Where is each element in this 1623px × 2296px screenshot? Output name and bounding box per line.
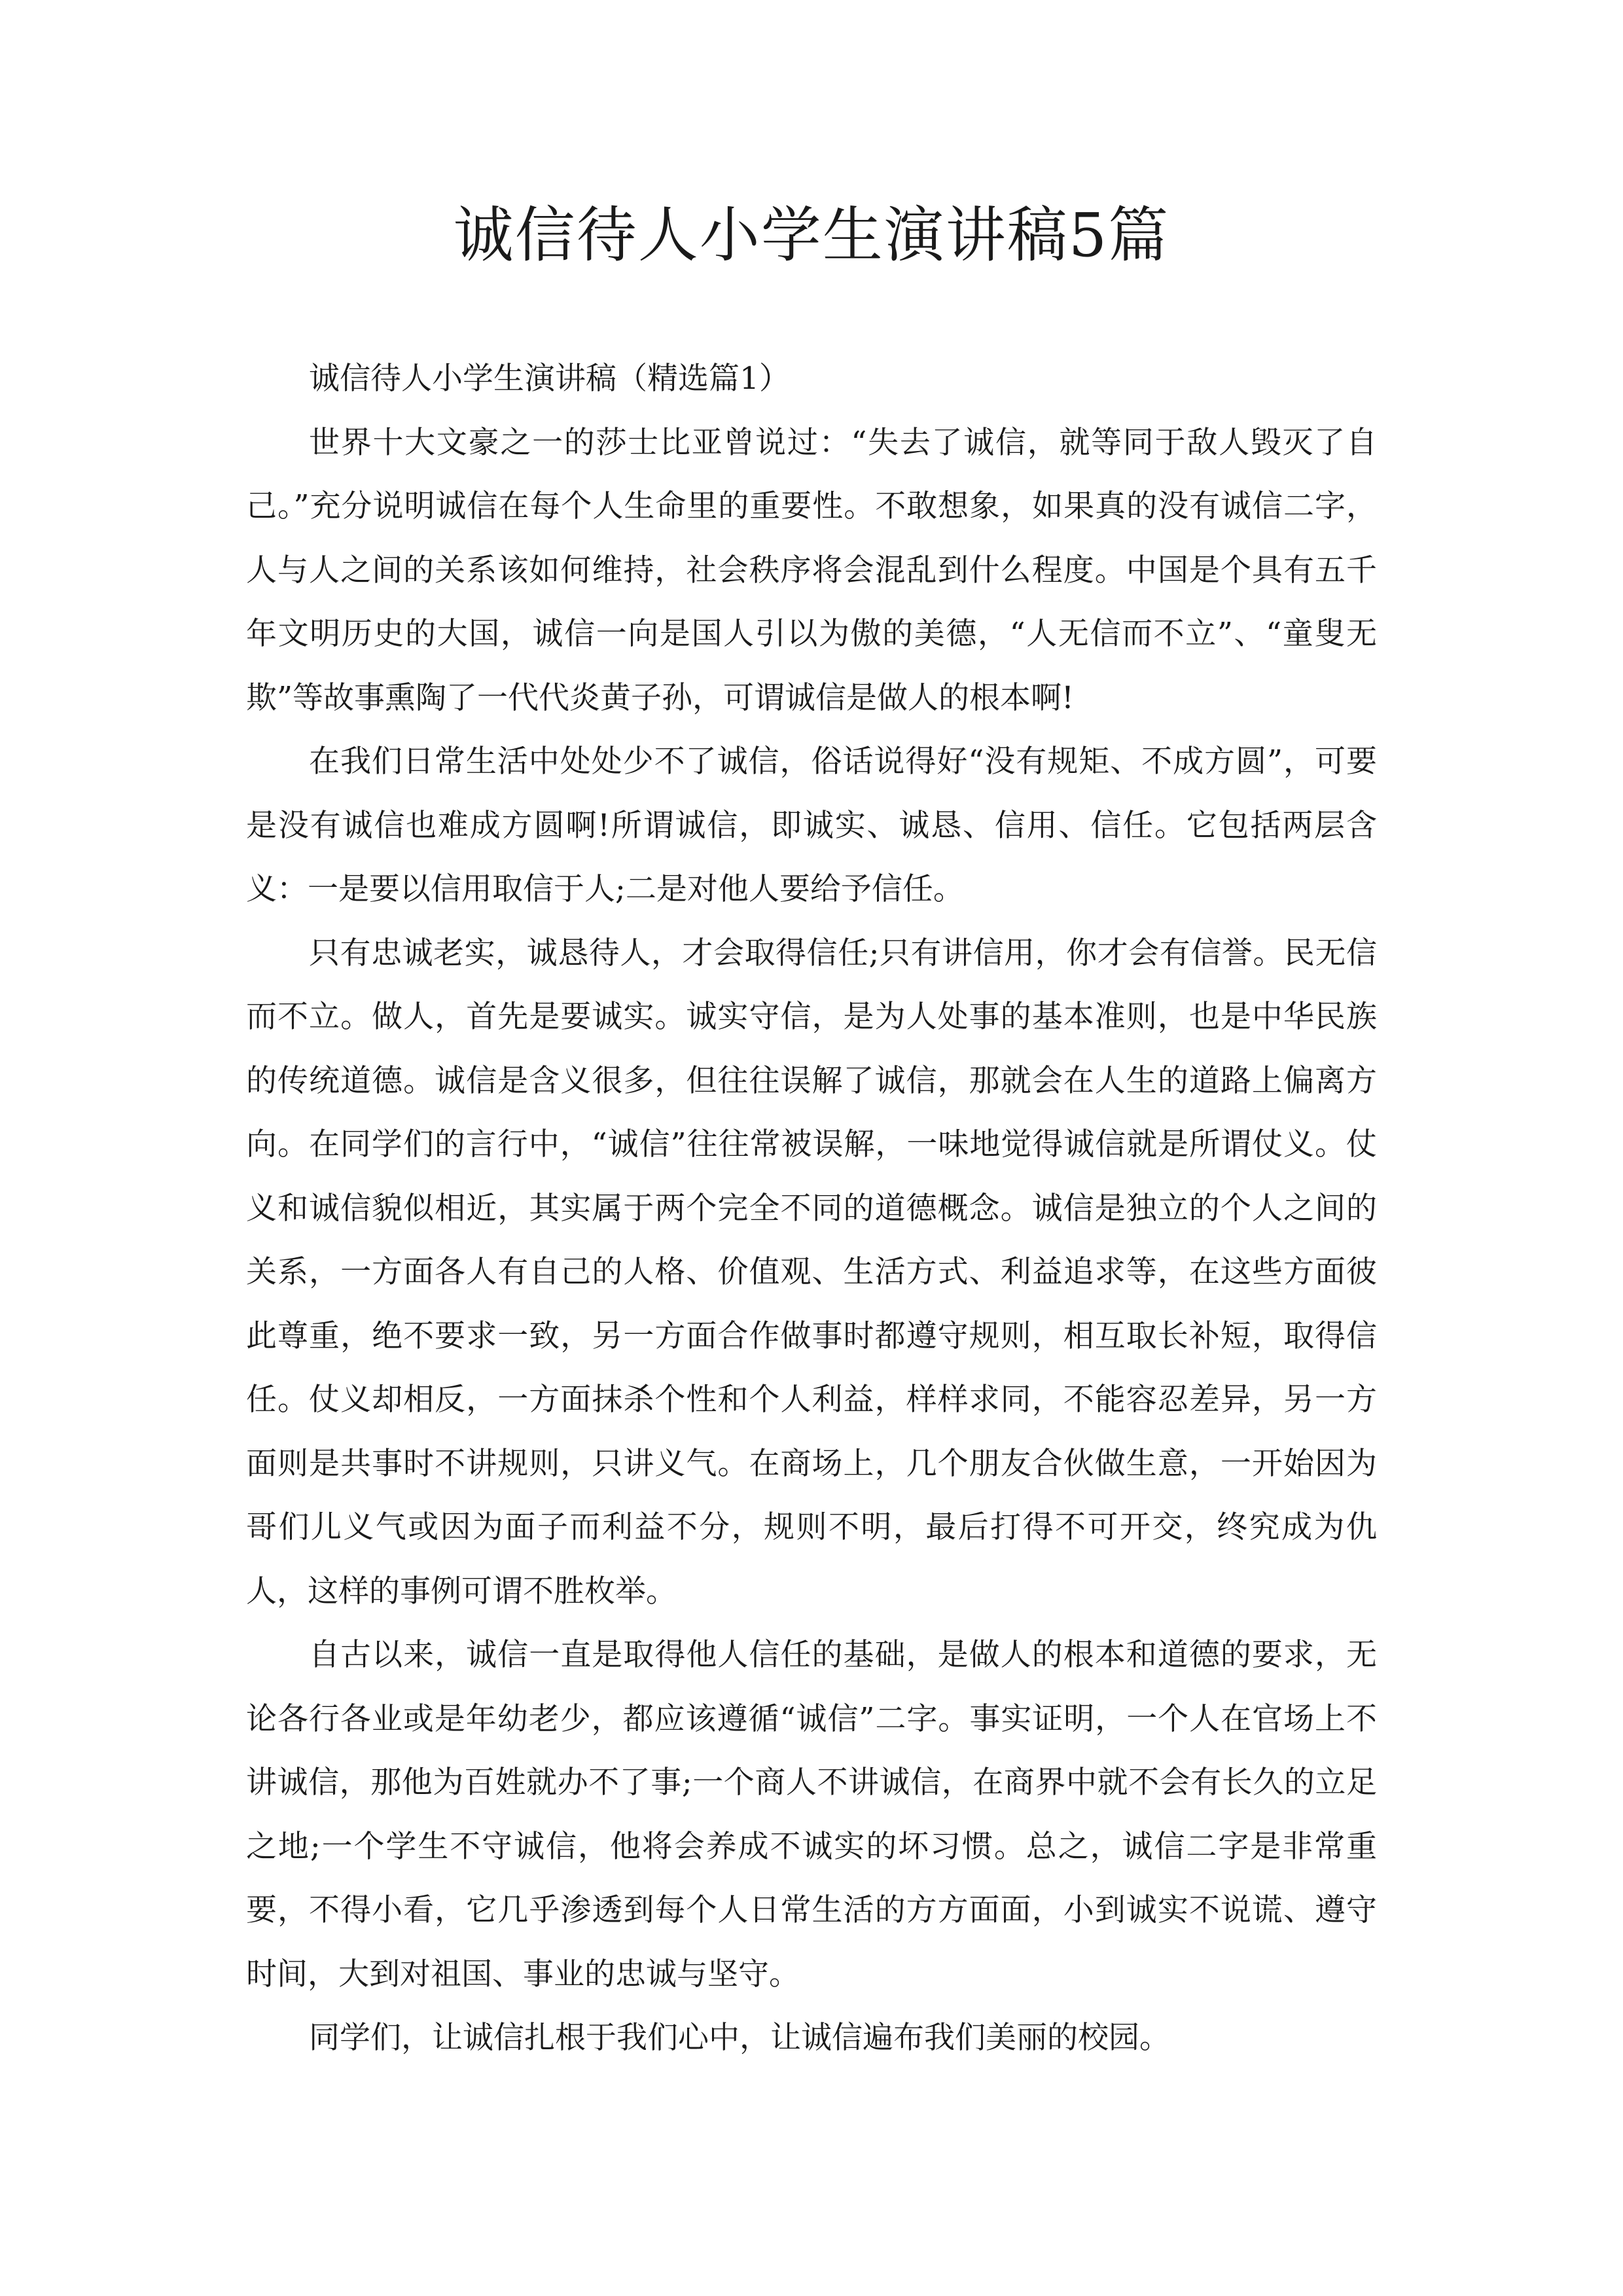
paragraph-5: 同学们，让诚信扎根于我们心中，让诚信遍布我们美丽的校园。 [309,2020,1170,2056]
paragraph-1: 世界十大文豪之一的莎士比亚曾说过：“失去了诚信，就等同于敌人毁灭了自己。”充分说明诚信在每个人生命里的重要性。不敢想象，如果真的没有诚信二字，人与人之间的关系该如何维持，社会秩序将会混乱到什么程度。中国是个具有五千年文明历史的大国，诚信一向是国人引以为傲的美德，“人无信而不立”、“童叟无欺”等故事熏陶了一代代炎黄子孙，可谓诚信是做人的根本啊! [246,424,1377,716]
document-body [246,347,1377,2070]
paragraph-3: 只有忠诚老实，诚恳待人，才会取得信任;只有讲信用，你才会有信誉。民无信而不立。做人，首先是要诚实。诚实守信，是为人处事的基本准则，也是中华民族的传统道德。诚信是含义很多，但往往误解了诚信，那就会在人生的道路上偏离方向。在同学们的言行中，“诚信”往往常被误解，一味地觉得诚信就是所谓仗义。仗义和诚信貌似相近，其实属于两个完全不同的道德概念。诚信是独立的个人之间的关系，一方面各人有自己的人格、价值观、生活方式、利益追求等，在这些方面彼此尊重，绝不要求一致，另一方面合作做事时都遵守规则，相互取长补短，取得信任。仗义却相反，一方面抹杀个性和个人利益，样样求同，不能容忍差异，另一方面则是共事时不讲规则，只讲义气。在商场上，几个朋友合伙做生意，一开始因为哥们儿义气或因为面子而利益不分，规则不明，最后打得不可开交，终究成为仇人，这样的事例可谓不胜枚举。 [246,935,1377,1609]
paragraph-4: 自古以来，诚信一直是取得他人信任的基础，是做人的根本和道德的要求，无论各行各业或是年幼老少，都应该遵循“诚信”二字。事实证明，一个人在官场上不讲诚信，那他为百姓就办不了事;一个商人不讲诚信，在商界中就不会有长久的立足之地;一个学生不守诚信，他将会养成不诚实的坏习惯。总之，诚信二字是非常重要，不得小看，它几乎渗透到每个人日常生活的方方面面，小到诚实不说谎、遵守时间，大到对祖国、事业的忠诚与坚守。 [246,1637,1377,1992]
paragraph-2: 在我们日常生活中处处少不了诚信，俗话说得好“没有规矩、不成方圆”，可要是没有诚信也难成方圆啊!所谓诚信，即诚实、诚恳、信用、信任。它包括两层含义：一是要以信用取信于人;二是对他人要给予信任。 [246,744,1377,907]
document-title: 诚信待人小学生演讲稿5篇 [453,200,1170,270]
section-subtitle: 诚信待人小学生演讲稿（精选篇1） [309,361,790,397]
